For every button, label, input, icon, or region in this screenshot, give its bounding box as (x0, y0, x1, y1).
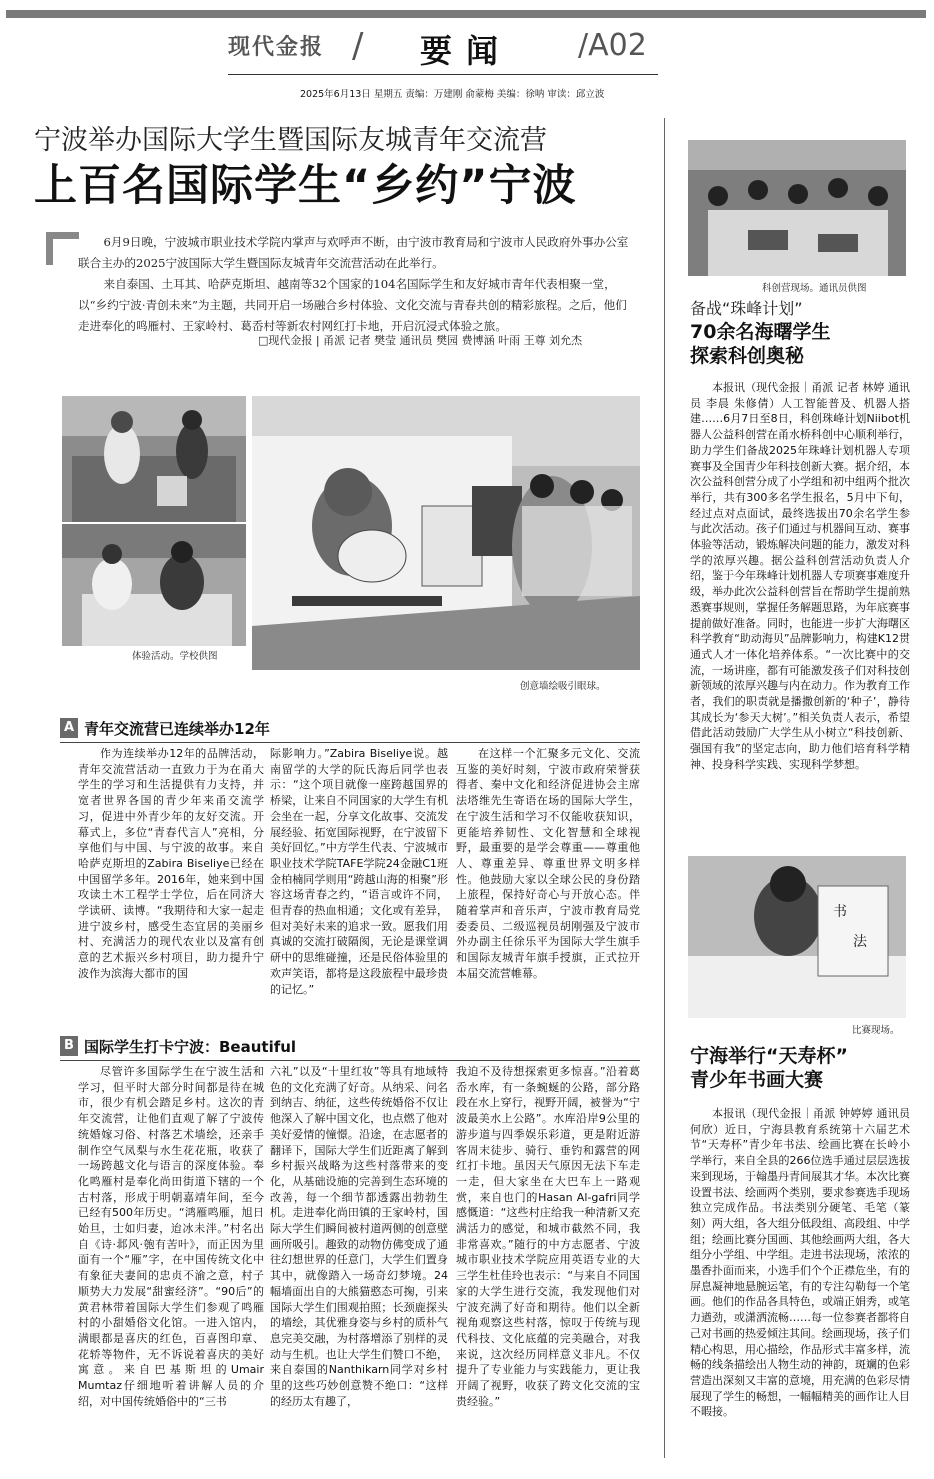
lead-paragraph: 来自泰国、土耳其、哈萨克斯坦、越南等32个国家的104名国际学生和友好城市青年代表相聚一堂，以“乡约宁波·青创未来”为主题，共同开启一场融合乡村体验、文化交流与青春共创的精彩旅程。之后，他们走进奉化的鸣雁村、王家岭村、葛岙村等新农村网红打卡地，开启沉浸式体验之旅。 (78, 277, 627, 333)
section-a-col2-text: 际影响力。”Zabira Biseliye说。越南留学的大学的阮氏海后同学也表示：“这个项目就像一座跨越国界的桥梁，让来自不同国家的大学生有机会坐在一起，分享文化故事、交流发展经验、拓宽国际视野，在宁波留下美好回忆。”中方学生代表、宁波城市职业技术学院TAFE学院24金融C1班金柏楠同学则用“跨越山海的相聚”形容这场青春之约，“语言或许不同，但青春的热血相通；文化或有差异，但对美好未来的追求一致。愿我们用真诚的交流打破隔阂，无论是课堂调研中的思维碰撞，还是民俗体验里的欢声笑语，都将是这段旅程中最珍贵的记忆。” (270, 747, 448, 996)
photo-activity-top-graphic (62, 396, 246, 522)
caption-mural: 创意墙绘吸引眼球。 (520, 681, 606, 692)
caption-calligraphy: 比赛现场。 (852, 1025, 900, 1036)
right-bottom-body-text: 本报讯（现代金报｜甬派 钟婷婷 通讯员 何欣）近日，宁海县教育系统第十六届艺术节“天寿杯”青少年书法、绘画比赛在长岭小学举行，来自全县的266位选手通过层层选拔来到现场，于翰墨丹青间展其才华。本次比赛设置书法、绘画两个类别，要求参赛选手现场独立完成作品。书法类别分硬笔、毛笔（篆刻）两大组，各大组分低段组、高段组、中学组；绘画比赛分国画、其他绘画两大组，各大组分小学组、中学组。走进书法现场，浓浓的墨香扑面而来，小选手们个个正襟危坐，有的屏息凝神地悬腕运笔，有的专注勾勒每一个笔画。他们的作品各具特色，或端正娟秀，或笔力遒劲，或潇洒流畅……每一位参赛者都将自己对书画的热爱倾注其间。绘画现场，孩子们精心构思，用心描绘，作品形式丰富多样，流畅的线条描绘出人物生动的神韵，斑斓的色彩营造出深刻又丰富的意境，用充满的色彩尽情展现了学生的畅想，一幅幅精美的画作让人目不暇接。 (690, 1107, 910, 1419)
photo-calligraphy (688, 856, 906, 1018)
photo-science-camp-graphic (688, 140, 906, 276)
right-top-kicker: 备战“珠峰计划” (690, 299, 803, 318)
section-a-col3 (456, 746, 640, 1028)
section-b-header (60, 1036, 640, 1058)
right-bottom-headline-line2: 青少年书画大赛 (690, 1069, 824, 1091)
section-a-col1-text: 作为连续举办12年的品牌活动，青年交流营活动一直致力于为在甬大学生的学习和生活提供有力支持，并宽者世界各国的青少年来甬交流学习，促进中外青少年的友好交流。开幕式上，多位“青春代言人”亮相，分享他们与中国、与宁波的故事。来自哈萨克斯坦的Zabira Biseliye已经在中国留学多年。2016年，她来到中国攻读土木工程学士学位，后在同济大学读研、读博。“我期待和大家一起走进宁波乡村，感受生态宜居的美丽乡村、充满活力的现代农业以及富有创意的艺术振兴乡村项目，助力提升宁波作为滨海大都市的国 (78, 747, 264, 980)
section-a-title: 青年交流营已连续举办12年 (84, 720, 270, 738)
section-a-col2 (270, 746, 448, 1028)
dateline: 2025年6月13日 星期五 责编：万建刚 俞蒙梅 美编：徐呐 审读：邱立波 (300, 89, 605, 100)
caption-science-camp: 科创营现场。通讯员供图 (762, 283, 867, 294)
article-byline: □现代金报 | 甬派 记者 樊莹 通讯员 樊园 费博涵 叶雨 王尊 刘允杰 (258, 334, 583, 347)
paper-name: 现代金报 (228, 35, 325, 60)
photo-science-camp (688, 140, 906, 276)
right-top-headline-line2: 探索科创奥秘 (690, 345, 805, 367)
section-a-col3-text: 在这样一个汇聚多元文化、交流互鉴的美好时刻，宁波市政府荣誉获得者、秦中文化和经济促进协会主席法塔维先生寄语在场的国际大学生，在宁波生活和学习不仅能收获知识，更能培养韧性、文化智慧和全球视野，最重要的是学会尊重——尊重他人、尊重差异、尊重世界文明多样性。他鼓励大家以全球公民的身份踏上旅程，保持好奇心与开放心态。伴随着掌声和音乐声，宁波市教育局党委委员、二级巡视员胡刚强及宁波市外办副主任徐乐平为国际大学生旗手和国际友城青年旗手授旗，正式拉开本届交流营帷幕。 (456, 747, 640, 980)
photo-mural-graphic (252, 396, 640, 670)
photo-activity-bottom (62, 524, 246, 646)
right-top-body-text: 本报讯（现代金报｜甬派 记者 林婷 通讯员 李晨 朱修倩）人工智能普及、机器人搭建……6月7日至8日，科创珠峰计划Niibot机器人公益科创营在甬水桥科创中心顺利举行，助力学生们备战2025年珠峰计划机器人专项赛事及全国青少年科技创新大赛。据介绍，本次公益科创营分成了小学组和初中组两个批次举行，共有300多名学生报名，5月中下旬，经过点对点面试，最终选拔出70余名学生参与此次活动。孩子们通过与机器间互动、赛事体验等活动，锻炼解决问题的能力，激发对科学的浓厚兴趣。据公益科创营活动负责人介绍，鉴于今年珠峰计划机器人专项赛事难度升级，举办此次公益科创营旨在帮助学生提前熟悉赛事规则，掌握任务解题思路，为年底赛事提前做好准备。同时，也能进一步扩大海曙区科学教育“助动海贝”品牌影响力，构建K12贯通式人才一体化培养体系。“一次比赛中的交流，一场讲座，都有可能激发孩子们对科技创新领域的浓厚兴趣与内在动力。作为教育工作者，我们的职责就是播撒创新的‘种子’，静待其成长为‘参天大树’。”相关负责人表示，希望借此活动鼓励广大学生从小树立“科技创新、强国有我”的坚定志向，助力他们培育科学精神、投身科学实践、实现科学梦想。 (690, 381, 910, 771)
photo-activity-top (62, 396, 246, 522)
section-b-col1 (78, 1064, 264, 1464)
right-bottom-headline (690, 1044, 848, 1092)
section-b-col3-text: 我迫不及待想探索更多惊喜。”沿着葛岙水库，有一条蜿蜒的公路，部分路段在水上穿行，视野开阔，被誉为“宁波最美水上公路”。水库沿岸9公里的游步道与四季娱乐彩道，更是附近游客周末徒步、骑行、垂钓和露营的网红打卡地。虽因天气原因无法下车走一走，但大家坐在大巴车上一路观赏，来自也门的Hasan Al-gafri同学感慨道：“这些村庄给我一种清新又充满活力的感觉，和城市截然不同，我非常喜欢。”随行的中方志愿者、宁波城市职业技术学院应用英语专业的大三学生杜佳玲也表示：“与来自不同国家的大学生进行交流，我发现他们对宁波充满了好奇和期待。他们以全新视角观察这些村落，惊叹于传统与现代科技、文化底蕴的完美融合，对我来说，这次经历同样意义非凡。不仅提升了专业能力与实践能力，更让我开阔了视野，收获了跨文化交流的宝贵经验。” (456, 1065, 640, 1408)
calligraphy-glyph: 书 (833, 904, 847, 920)
section-a-col1 (78, 746, 264, 1028)
section-b-col2 (270, 1064, 448, 1464)
right-bottom-body (690, 1106, 910, 1462)
lead-paragraph: 6月9日晚，宁波城市职业技术学院内掌声与欢呼声不断，由宁波市教育局和宁波市人民政府外事办公室联合主办的2025宁波国际大学生暨国际友城青年交流营活动在此举行。 (78, 235, 629, 270)
page-number: /A02 (578, 28, 647, 63)
top-bar (6, 10, 926, 18)
article-lead (78, 232, 638, 337)
article-kicker: 宁波举办国际大学生暨国际友城青年交流营 (34, 125, 547, 156)
caption-activity: 体验活动。学校供图 (132, 651, 218, 662)
column-divider (664, 118, 665, 1458)
photo-activity-bottom-graphic (62, 524, 246, 646)
photo-mural-wall (252, 396, 640, 670)
section-a-header (60, 718, 640, 740)
article-headline: 上百名国际学生“乡约”宁波 (34, 161, 577, 211)
section-a-letter: A (60, 718, 78, 738)
photo-calligraphy-graphic (688, 856, 906, 1018)
section-b-col2-text: 六礼”以及“十里红妆”等具有地域特色的文化充满了好奇。从纳采、问名到纳吉、纳征，这些传统婚俗不仅让他深入了解中国文化，也点燃了他对美好爱情的憧憬。沿途，在志愿者的翻译下，国际大学生们近距离了解到乡村振兴战略为这些村落带来的变化，从基础设施的完善到生态环境的改善，每一个细节都透露出勃勃生机。走进奉化尚田镇的王家岭村，国际大学生们瞬间被村道两侧的创意壁画所吸引。趣致的动物仿佛变成了通往幻想世界的任意门，大学生们置身其中，就像踏入一场奇幻梦境。24幅墙面出自的大熊猫憨态可掬，引来国际大学生们围观拍照；长颈鹿探头的墙绘，其优雅身姿与乡村的质朴气息完美交融，为村落增添了别样的灵动与生机。也让大学生们赞口不绝，来自泰国的Nanthikarn同学对乡村里的这些巧妙创意赞不绝口：“这样的经历太有趣了， (270, 1065, 448, 1408)
section-b-title: 国际学生打卡宁波：Beautiful (84, 1038, 297, 1056)
section-a-rule (60, 742, 640, 743)
calligraphy-glyph: 法 (853, 934, 867, 950)
section-b-col1-text: 尽管许多国际学生在宁波生活和学习，但平时大部分时间都是待在城市，很少有机会踏足乡村。这次的青年交流营，让他们直观了解了宁波传统婚嫁习俗、村落艺术墙绘，还亲手制作空气凤梨与水生花花瓶，收获了一场跨越文化与语言的深度体验。奉化鸣雁村是奉化尚田街道下辖的一个古村落，形成于明朝嘉靖年间，至今已经有500年历史。“鸿雁鸣雁，旭日始旦，士如归妻，迨冰未泮。”村名出自《诗·邶风·匏有苦叶》，而正因为里面有一个“雁”字，在中国传统文化中有象征夫妻间的忠贞不渝之意，村子顺势大力发展“甜蜜经济”。“90后”的黄君林带着国际大学生们参观了鸣雁村的小甜婚俗文化馆。一进入馆内，满眼都是喜庆的红色，百喜图印章、花轿等物件，无不诉说着喜庆的美好寓意。来自巴基斯坦的Umair Mumtaz仔细地听着讲解人员的介绍，对中国传统婚俗中的“三书 (78, 1065, 264, 1408)
right-bottom-headline-line1: 宁海举行“天寿杯” (690, 1045, 848, 1067)
section-b-letter: B (60, 1036, 78, 1056)
right-top-body (690, 380, 910, 842)
right-top-headline (690, 320, 830, 368)
masthead-rule (228, 74, 658, 75)
section-b-rule (60, 1060, 640, 1061)
lead-bracket (46, 232, 79, 265)
section-name: 要闻 (420, 32, 513, 70)
section-b-col3 (456, 1064, 640, 1464)
masthead-slash: / (352, 26, 364, 66)
right-top-headline-line1: 70余名海曙学生 (690, 321, 831, 343)
